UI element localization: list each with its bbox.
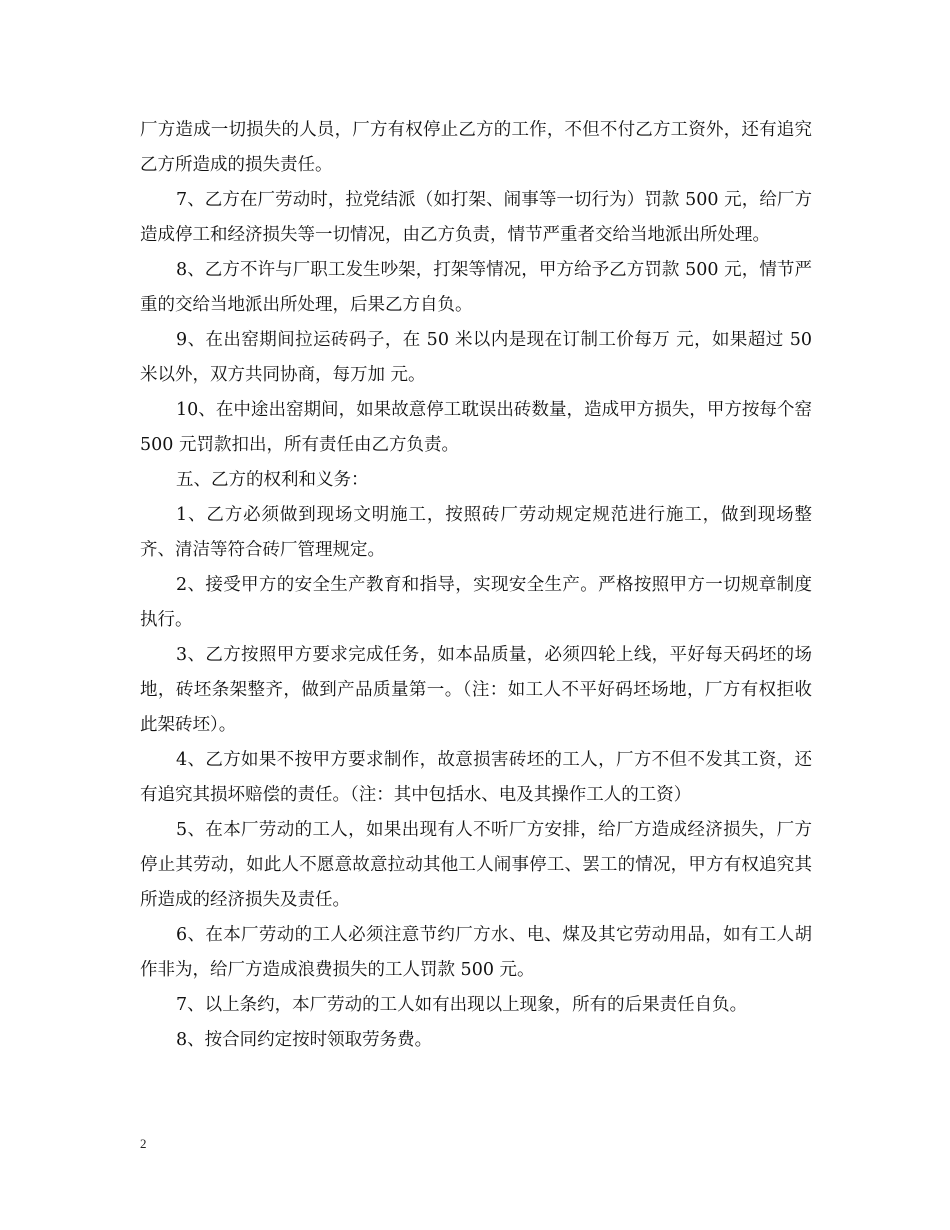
paragraph-duty-3: 3、乙方按照甲方要求完成任务，如本品质量，必须四轮上线，平好每天码坯的场地，砖坯条架整齐，做到产品质量第一。（注：如工人不平好码坯场地，厂方有权拒收此架砖坯）。 [140, 645, 812, 735]
paragraph-duty-1: 1、乙方必须做到现场文明施工，按照砖厂劳动规定规范进行施工，做到现场整齐、清洁等符合砖厂管理规定。 [140, 505, 812, 560]
paragraph-duty-5: 5、在本厂劳动的工人，如果出现有人不听厂方安排，给厂方造成经济损失，厂方停止其劳动，如此人不愿意故意拉动其他工人闹事停工、罢工的情况，甲方有权追究其所造成的经济损失及责任。 [140, 820, 812, 910]
paragraph-duty-4: 4、乙方如果不按甲方要求制作，故意损害砖坯的工人，厂方不但不发其工资，还有追究其损坏赔偿的责任。（注：其中包括水、电及其操作工人的工资） [140, 750, 812, 805]
paragraph-clause-8: 8、乙方不许与厂职工发生吵架，打架等情况，甲方给予乙方罚款 500 元，情节严重的交给当地派出所处理，后果乙方自负。 [140, 260, 812, 315]
page-number: 2 [140, 1136, 147, 1151]
paragraph-duty-8: 8、按合同约定按时领取劳务费。 [176, 1030, 433, 1050]
paragraph-duty-2: 2、接受甲方的安全生产教育和指导，实现安全生产。严格按照甲方一切规章制度执行。 [140, 575, 812, 630]
section-heading-rights-obligations: 五、乙方的权利和义务： [176, 470, 369, 490]
paragraph-duty-7: 7、以上条约，本厂劳动的工人如有出现以上现象，所有的后果责任自负。 [176, 995, 748, 1015]
paragraph-clause-10: 10、在中途出窑期间，如果故意停工耽误出砖数量，造成甲方损失，甲方按每个窑 500 元罚款扣出，所有责任由乙方负责。 [140, 400, 812, 455]
paragraph-clause-7: 7、乙方在厂劳动时，拉党结派（如打架、闹事等一切行为）罚款 500 元，给厂方造成停工和经济损失等一切情况，由乙方负责，情节严重者交给当地派出所处理。 [140, 190, 812, 245]
paragraph-duty-6: 6、在本厂劳动的工人必须注意节约厂方水、电、煤及其它劳动用品，如有工人胡作非为，给厂方造成浪费损失的工人罚款 500 元。 [140, 925, 812, 980]
paragraph-continuation: 厂方造成一切损失的人员，厂方有权停止乙方的工作，不但不付乙方工资外，还有追究乙方所造成的损失责任。 [140, 120, 812, 175]
paragraph-clause-9: 9、在出窑期间拉运砖码子，在 50 米以内是现在订制工价每万 元，如果超过 50 米以外，双方共同协商，每万加 元。 [140, 330, 812, 385]
document-body [140, 113, 812, 1058]
